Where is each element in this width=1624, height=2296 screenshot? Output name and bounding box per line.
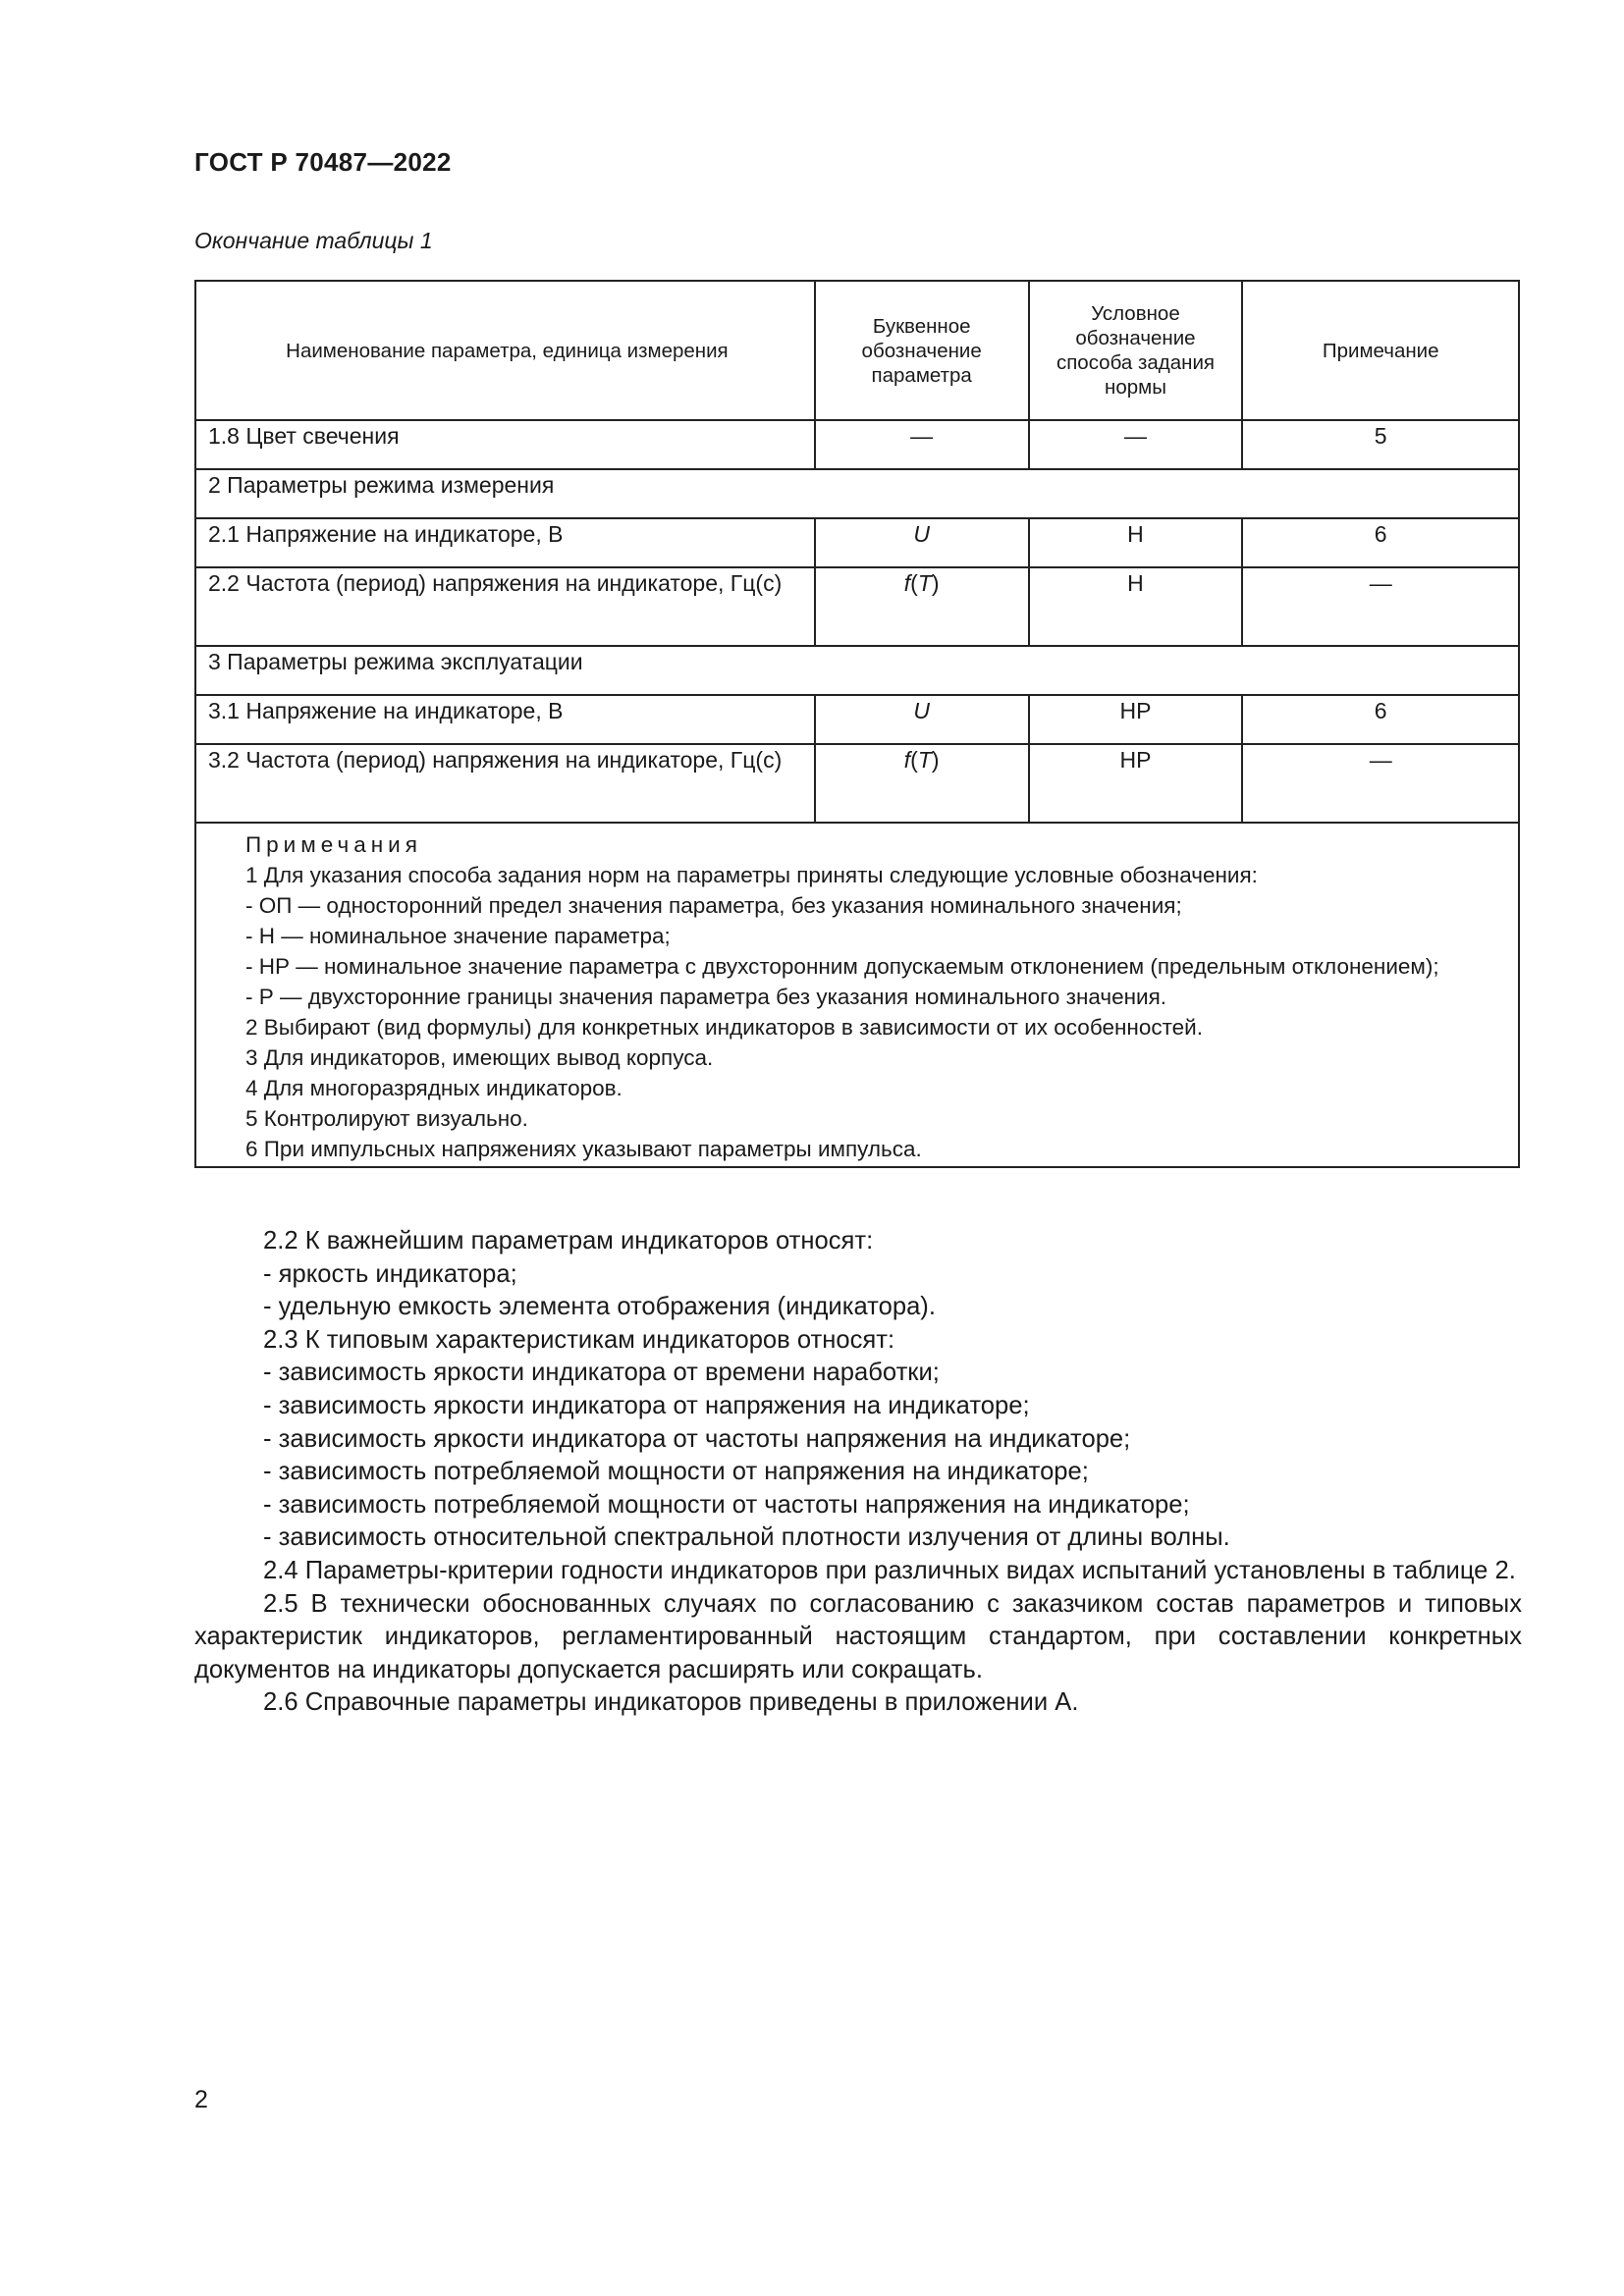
list-item: - зависимость потребляемой мощности от частоты напряжения на индикаторе;	[263, 1490, 1190, 1519]
paragraph: 2.5 В технически обоснованных случаях по согласованию с заказчиком состав параметров и типовых характеристик индикаторов, регламентированный настоящим стандартом, при составлении конкретных документов на индикаторы допускается расширять или сокращать.	[194, 1589, 1522, 1683]
notes-title: Примечания	[245, 832, 422, 857]
row-name-cell: 1.8 Цвет свечения	[195, 420, 815, 469]
column-header-symbol: Буквенное обозначение параметра	[815, 281, 1029, 420]
row-symbol-cell	[815, 744, 1029, 823]
symbol-paren-open: (	[910, 747, 918, 773]
page-number: 2	[194, 2086, 208, 2113]
note-line: - ОП — односторонний предел значения параметра, без указания номинального значения;	[245, 893, 1182, 918]
list-item: - зависимость яркости индикатора от напряжения на индикаторе;	[263, 1391, 1030, 1419]
row-norm-cell: НР	[1029, 695, 1243, 744]
paragraph: 2.4 Параметры-критерии годности индикаторов при различных видах испытаний установлены в таблице 2.	[263, 1556, 1516, 1584]
note-line: - Р — двухсторонние границы значения параметра без указания номинального значения.	[245, 985, 1167, 1009]
note-line: 3 Для индикаторов, имеющих вывод корпуса.	[245, 1045, 714, 1070]
symbol-t: T	[917, 570, 932, 596]
symbol-t: T	[917, 747, 932, 773]
row-note-cell: —	[1242, 744, 1519, 823]
table-row	[195, 518, 1519, 567]
table-row	[195, 744, 1519, 823]
table-notes	[195, 823, 1519, 1167]
column-header-note: Примечание	[1242, 281, 1519, 420]
section-row	[195, 469, 1519, 518]
symbol-paren-close: )	[931, 570, 940, 596]
list-item: - зависимость яркости индикатора от времени наработки;	[263, 1359, 940, 1387]
table-row	[195, 567, 1519, 646]
document-id-header: ГОСТ Р 70487—2022	[194, 147, 452, 177]
row-name-cell: 2.2 Частота (период) напряжения на индикаторе, Гц(с)	[195, 567, 815, 646]
row-norm-cell: Н	[1029, 567, 1243, 646]
row-note-cell: 5	[1242, 420, 1519, 469]
symbol-paren-close: )	[931, 747, 940, 773]
row-norm-cell: —	[1029, 420, 1243, 469]
paragraph: 2.2 К важнейшим параметрам индикаторов относят:	[263, 1227, 874, 1255]
row-symbol-cell	[815, 567, 1029, 646]
row-note-cell: —	[1242, 567, 1519, 646]
note-line: 5 Контролируют визуально.	[245, 1106, 528, 1131]
symbol-f: f	[903, 570, 911, 596]
column-header-name: Наименование параметра, единица измерения	[195, 281, 815, 420]
row-norm-cell: Н	[1029, 518, 1243, 567]
notes-row	[195, 823, 1519, 1167]
symbol-f: f	[903, 747, 911, 773]
list-item: - зависимость потребляемой мощности от напряжения на индикаторе;	[263, 1458, 1089, 1486]
section-title: 3 Параметры режима эксплуатации	[195, 646, 1519, 695]
list-item: - зависимость яркости индикатора от частоты напряжения на индикаторе;	[263, 1424, 1131, 1453]
row-name-cell: 3.1 Напряжение на индикаторе, В	[195, 695, 815, 744]
note-line: - Н — номинальное значение параметра;	[245, 924, 671, 948]
paragraph: 2.6 Справочные параметры индикаторов приведены в приложении А.	[263, 1688, 1079, 1717]
row-note-cell: 6	[1242, 695, 1519, 744]
symbol-paren-open: (	[910, 570, 918, 596]
table-header-row	[195, 281, 1519, 420]
row-note-cell: 6	[1242, 518, 1519, 567]
table-row	[195, 695, 1519, 744]
list-item: - удельную емкость элемента отображения (индикатора).	[263, 1293, 936, 1321]
table-caption: Окончание таблицы 1	[194, 228, 433, 253]
row-symbol-cell: U	[815, 518, 1029, 567]
note-line: 6 При импульсных напряжениях указывают параметры импульса.	[245, 1137, 922, 1161]
section-row	[195, 646, 1519, 695]
table-row	[195, 420, 1519, 469]
row-name-cell: 3.2 Частота (период) напряжения на индикаторе, Гц(с)	[195, 744, 815, 823]
parameters-table	[194, 280, 1520, 1168]
row-name-cell: 2.1 Напряжение на индикаторе, В	[195, 518, 815, 567]
list-item: - зависимость относительной спектральной плотности излучения от длины волны.	[263, 1523, 1230, 1552]
row-symbol-cell: —	[815, 420, 1029, 469]
row-norm-cell: НР	[1029, 744, 1243, 823]
note-line: 1 Для указания способа задания норм на параметры приняты следующие условные обозначения:	[245, 863, 1258, 887]
section-title: 2 Параметры режима измерения	[195, 469, 1519, 518]
column-header-norm: Условное обозначение способа задания нормы	[1029, 281, 1243, 420]
note-line: - НР — номинальное значение параметра с двухсторонним допускаемым отклонением (предельным отклонением);	[245, 954, 1439, 979]
row-symbol-cell: U	[815, 695, 1029, 744]
note-line: 2 Выбирают (вид формулы) для конкретных индикаторов в зависимости от их особенностей.	[245, 1015, 1203, 1040]
note-line: 4 Для многоразрядных индикаторов.	[245, 1076, 623, 1100]
list-item: - яркость индикатора;	[263, 1259, 517, 1288]
body-text	[194, 1225, 1522, 1720]
paragraph: 2.3 К типовым характеристикам индикаторов относят:	[263, 1325, 895, 1354]
